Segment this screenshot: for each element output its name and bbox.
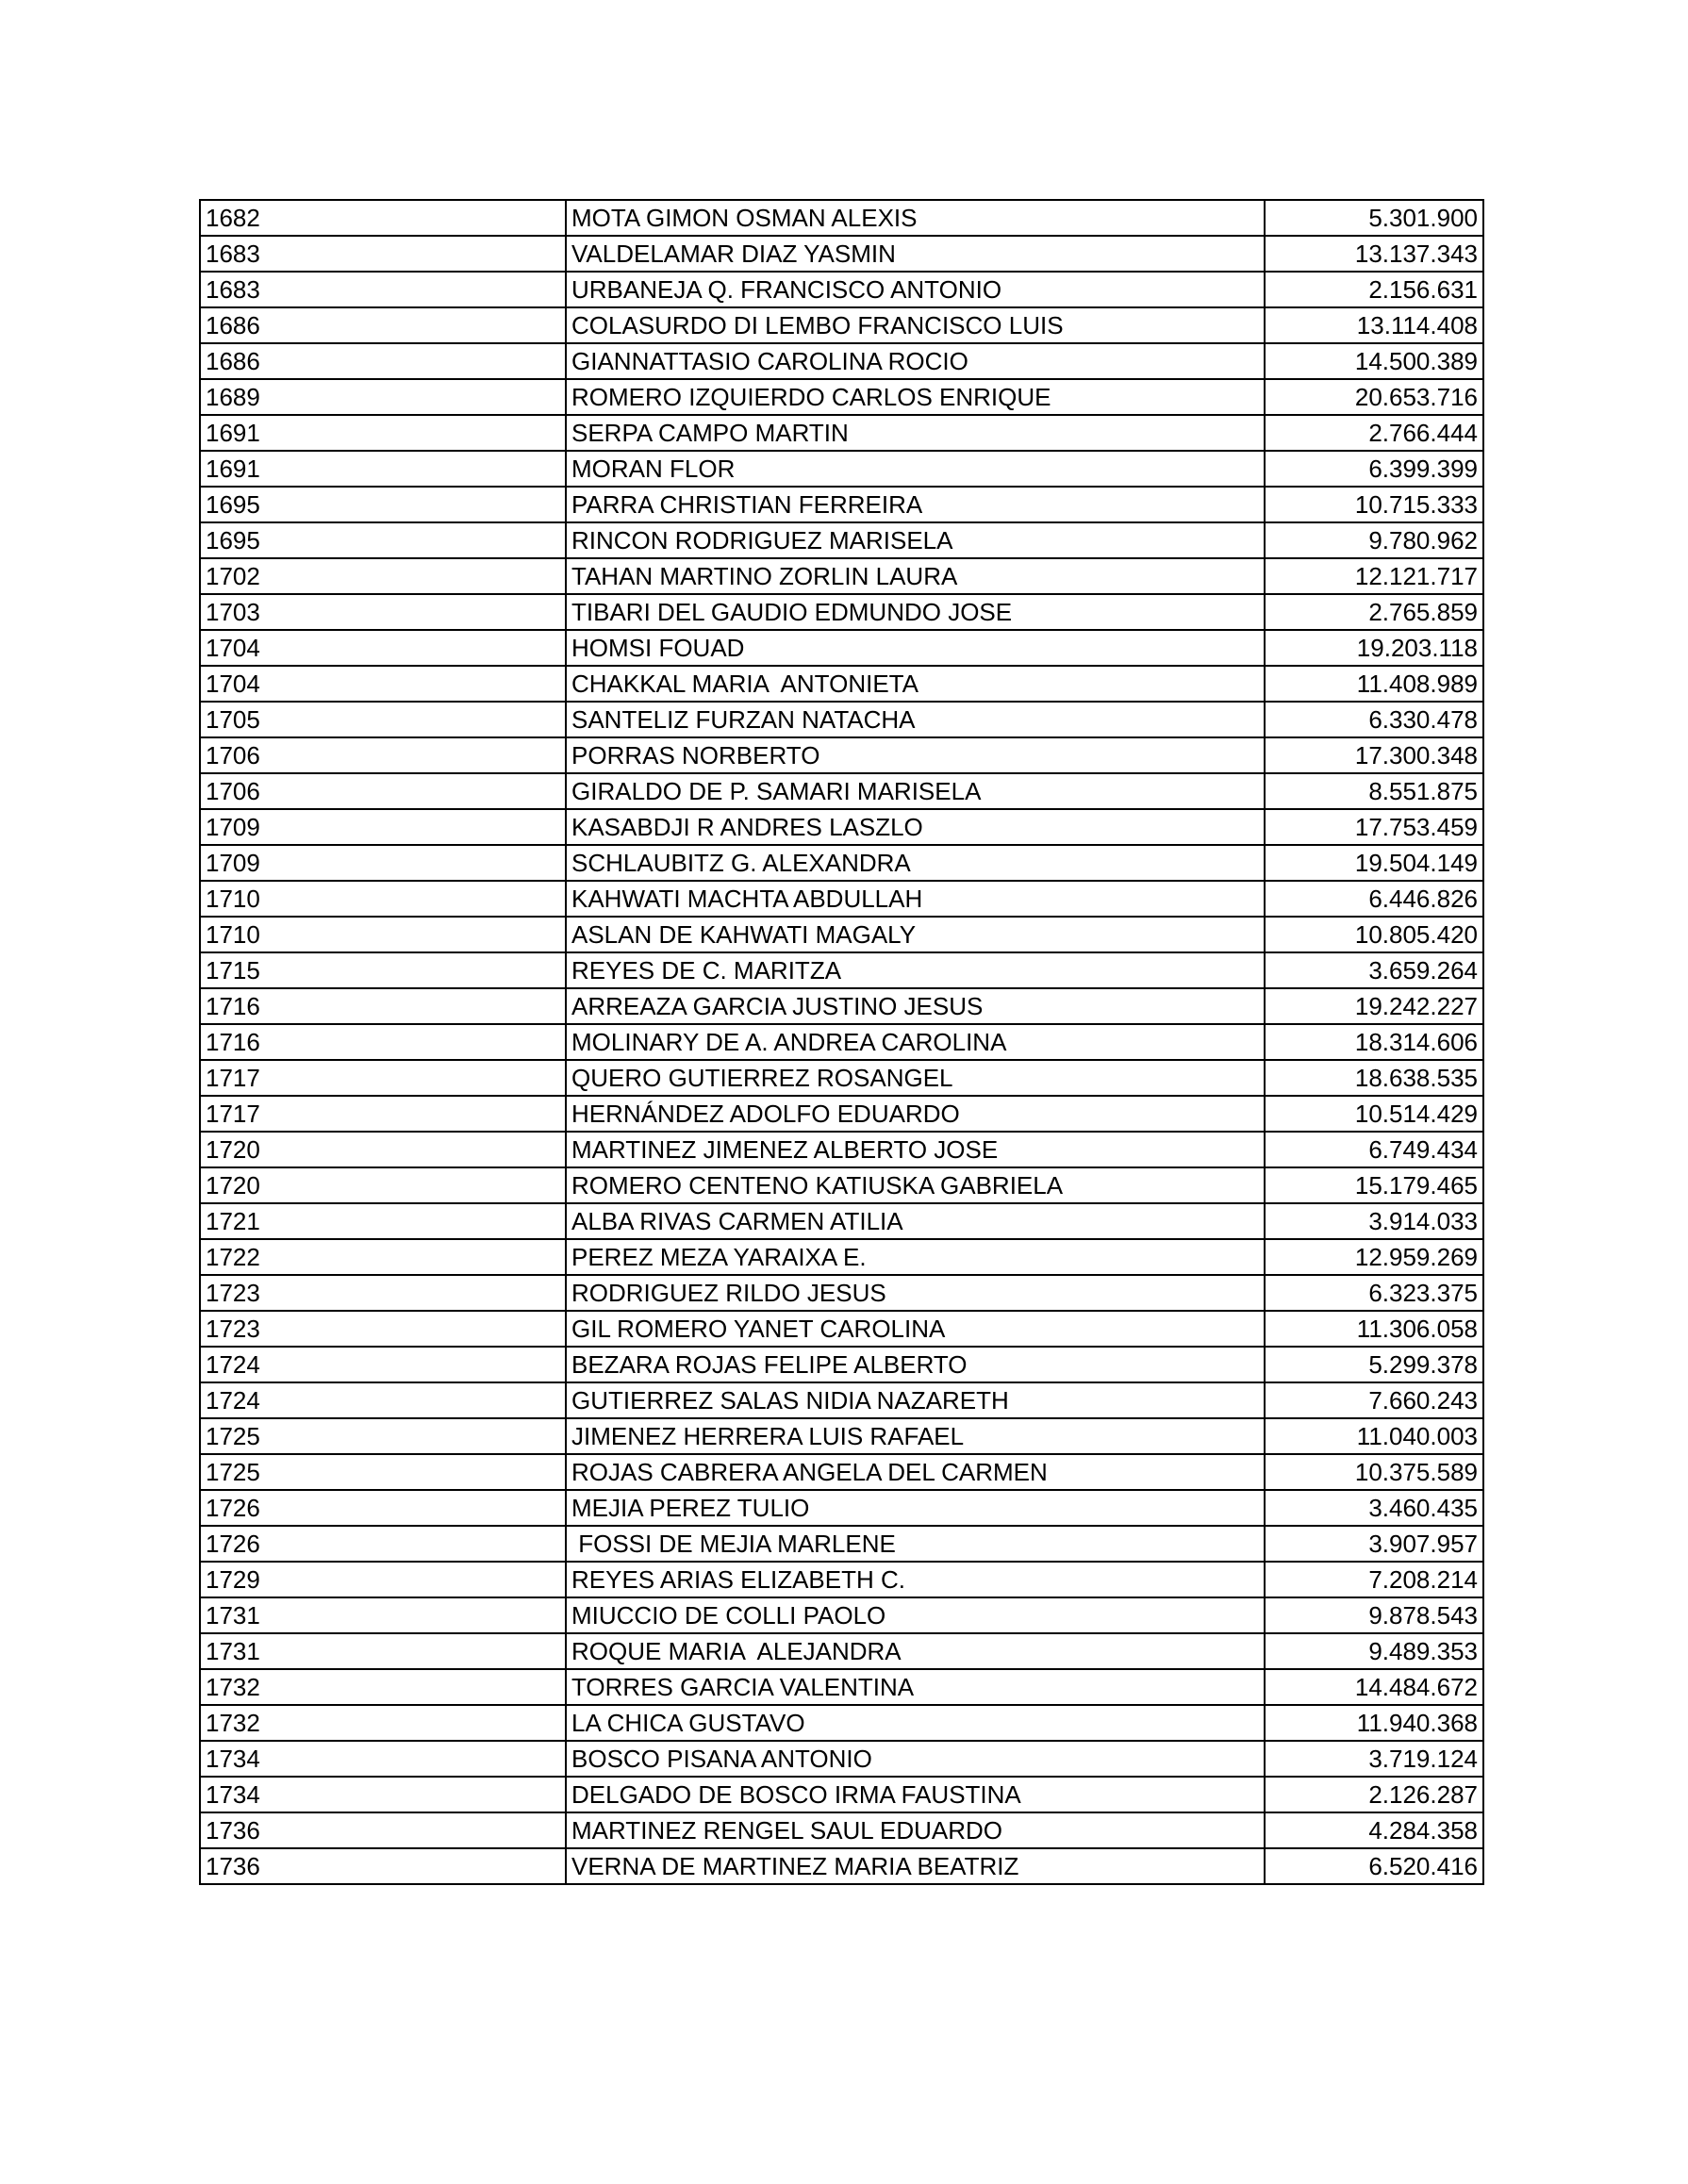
name-cell: QUERO GUTIERREZ ROSANGEL xyxy=(566,1060,1265,1096)
code-cell: 1722 xyxy=(200,1239,566,1275)
table-row xyxy=(200,236,1483,272)
name-cell: BOSCO PISANA ANTONIO xyxy=(566,1741,1265,1777)
code-cell: 1732 xyxy=(200,1669,566,1705)
code-cell: 1705 xyxy=(200,702,566,737)
code-cell: 1736 xyxy=(200,1848,566,1884)
code-cell: 1724 xyxy=(200,1382,566,1418)
table-row xyxy=(200,1024,1483,1060)
name-cell: ALBA RIVAS CARMEN ATILIA xyxy=(566,1203,1265,1239)
name-cell: TAHAN MARTINO ZORLIN LAURA xyxy=(566,558,1265,594)
name-cell: MEJIA PEREZ TULIO xyxy=(566,1490,1265,1526)
name-cell: PORRAS NORBERTO xyxy=(566,737,1265,773)
code-cell: 1710 xyxy=(200,917,566,952)
code-cell: 1720 xyxy=(200,1132,566,1167)
records-table xyxy=(199,199,1484,1885)
table-row xyxy=(200,737,1483,773)
table-row xyxy=(200,702,1483,737)
table-row xyxy=(200,1418,1483,1454)
table-row xyxy=(200,415,1483,451)
amount-cell: 11.940.368 xyxy=(1265,1705,1483,1741)
amount-cell: 3.460.435 xyxy=(1265,1490,1483,1526)
table-row xyxy=(200,1382,1483,1418)
name-cell: VALDELAMAR DIAZ YASMIN xyxy=(566,236,1265,272)
table-row xyxy=(200,343,1483,379)
amount-cell: 3.907.957 xyxy=(1265,1526,1483,1562)
amount-cell: 10.715.333 xyxy=(1265,487,1483,522)
amount-cell: 11.306.058 xyxy=(1265,1311,1483,1347)
code-cell: 1709 xyxy=(200,845,566,881)
code-cell: 1731 xyxy=(200,1597,566,1633)
code-cell: 1682 xyxy=(200,200,566,236)
code-cell: 1695 xyxy=(200,522,566,558)
code-cell: 1716 xyxy=(200,988,566,1024)
table-row xyxy=(200,1203,1483,1239)
amount-cell: 19.242.227 xyxy=(1265,988,1483,1024)
name-cell: SANTELIZ FURZAN NATACHA xyxy=(566,702,1265,737)
amount-cell: 18.638.535 xyxy=(1265,1060,1483,1096)
name-cell: PARRA CHRISTIAN FERREIRA xyxy=(566,487,1265,522)
table-row xyxy=(200,1311,1483,1347)
code-cell: 1725 xyxy=(200,1454,566,1490)
table-row xyxy=(200,1347,1483,1382)
name-cell: MORAN FLOR xyxy=(566,451,1265,487)
name-cell: LA CHICA GUSTAVO xyxy=(566,1705,1265,1741)
name-cell: DELGADO DE BOSCO IRMA FAUSTINA xyxy=(566,1777,1265,1812)
code-cell: 1686 xyxy=(200,343,566,379)
code-cell: 1704 xyxy=(200,630,566,666)
amount-cell: 6.446.826 xyxy=(1265,881,1483,917)
amount-cell: 6.330.478 xyxy=(1265,702,1483,737)
amount-cell: 2.765.859 xyxy=(1265,594,1483,630)
name-cell: HOMSI FOUAD xyxy=(566,630,1265,666)
table-row xyxy=(200,451,1483,487)
table-row xyxy=(200,1060,1483,1096)
table-row xyxy=(200,1132,1483,1167)
amount-cell: 5.301.900 xyxy=(1265,200,1483,236)
code-cell: 1717 xyxy=(200,1096,566,1132)
table-row xyxy=(200,1275,1483,1311)
name-cell: REYES DE C. MARITZA xyxy=(566,952,1265,988)
code-cell: 1732 xyxy=(200,1705,566,1741)
table-row xyxy=(200,1490,1483,1526)
name-cell: SERPA CAMPO MARTIN xyxy=(566,415,1265,451)
code-cell: 1706 xyxy=(200,737,566,773)
code-cell: 1734 xyxy=(200,1777,566,1812)
name-cell: TORRES GARCIA VALENTINA xyxy=(566,1669,1265,1705)
code-cell: 1706 xyxy=(200,773,566,809)
table-row xyxy=(200,1597,1483,1633)
amount-cell: 3.719.124 xyxy=(1265,1741,1483,1777)
code-cell: 1723 xyxy=(200,1275,566,1311)
table-row xyxy=(200,558,1483,594)
amount-cell: 12.121.717 xyxy=(1265,558,1483,594)
code-cell: 1689 xyxy=(200,379,566,415)
table-row xyxy=(200,881,1483,917)
amount-cell: 17.300.348 xyxy=(1265,737,1483,773)
amount-cell: 5.299.378 xyxy=(1265,1347,1483,1382)
name-cell: COLASURDO DI LEMBO FRANCISCO LUIS xyxy=(566,307,1265,343)
code-cell: 1725 xyxy=(200,1418,566,1454)
amount-cell: 6.399.399 xyxy=(1265,451,1483,487)
code-cell: 1709 xyxy=(200,809,566,845)
amount-cell: 12.959.269 xyxy=(1265,1239,1483,1275)
amount-cell: 11.408.989 xyxy=(1265,666,1483,702)
table-row xyxy=(200,773,1483,809)
table-row xyxy=(200,272,1483,307)
records-body xyxy=(200,200,1483,1884)
name-cell: HERNÁNDEZ ADOLFO EDUARDO xyxy=(566,1096,1265,1132)
table-row xyxy=(200,1777,1483,1812)
name-cell: TIBARI DEL GAUDIO EDMUNDO JOSE xyxy=(566,594,1265,630)
name-cell: ARREAZA GARCIA JUSTINO JESUS xyxy=(566,988,1265,1024)
name-cell: KASABDJI R ANDRES LASZLO xyxy=(566,809,1265,845)
amount-cell: 14.484.672 xyxy=(1265,1669,1483,1705)
name-cell: MOLINARY DE A. ANDREA CAROLINA xyxy=(566,1024,1265,1060)
table-row xyxy=(200,200,1483,236)
name-cell: ASLAN DE KAHWATI MAGALY xyxy=(566,917,1265,952)
amount-cell: 7.208.214 xyxy=(1265,1562,1483,1597)
amount-cell: 2.766.444 xyxy=(1265,415,1483,451)
amount-cell: 13.114.408 xyxy=(1265,307,1483,343)
table-row xyxy=(200,1741,1483,1777)
code-cell: 1691 xyxy=(200,451,566,487)
amount-cell: 2.156.631 xyxy=(1265,272,1483,307)
amount-cell: 15.179.465 xyxy=(1265,1167,1483,1203)
code-cell: 1729 xyxy=(200,1562,566,1597)
table-row xyxy=(200,522,1483,558)
amount-cell: 18.314.606 xyxy=(1265,1024,1483,1060)
name-cell: PEREZ MEZA YARAIXA E. xyxy=(566,1239,1265,1275)
amount-cell: 11.040.003 xyxy=(1265,1418,1483,1454)
name-cell: KAHWATI MACHTA ABDULLAH xyxy=(566,881,1265,917)
table-row xyxy=(200,845,1483,881)
amount-cell: 14.500.389 xyxy=(1265,343,1483,379)
amount-cell: 7.660.243 xyxy=(1265,1382,1483,1418)
code-cell: 1721 xyxy=(200,1203,566,1239)
code-cell: 1736 xyxy=(200,1812,566,1848)
table-row xyxy=(200,1096,1483,1132)
code-cell: 1686 xyxy=(200,307,566,343)
name-cell: GIRALDO DE P. SAMARI MARISELA xyxy=(566,773,1265,809)
name-cell: GUTIERREZ SALAS NIDIA NAZARETH xyxy=(566,1382,1265,1418)
name-cell: GIL ROMERO YANET CAROLINA xyxy=(566,1311,1265,1347)
name-cell: RODRIGUEZ RILDO JESUS xyxy=(566,1275,1265,1311)
code-cell: 1716 xyxy=(200,1024,566,1060)
amount-cell: 6.520.416 xyxy=(1265,1848,1483,1884)
name-cell: CHAKKAL MARIA ANTONIETA xyxy=(566,666,1265,702)
amount-cell: 20.653.716 xyxy=(1265,379,1483,415)
name-cell: GIANNATTASIO CAROLINA ROCIO xyxy=(566,343,1265,379)
name-cell: MARTINEZ RENGEL SAUL EDUARDO xyxy=(566,1812,1265,1848)
amount-cell: 9.878.543 xyxy=(1265,1597,1483,1633)
code-cell: 1717 xyxy=(200,1060,566,1096)
name-cell: JIMENEZ HERRERA LUIS RAFAEL xyxy=(566,1418,1265,1454)
table-row xyxy=(200,1239,1483,1275)
table-row xyxy=(200,1454,1483,1490)
amount-cell: 3.659.264 xyxy=(1265,952,1483,988)
code-cell: 1691 xyxy=(200,415,566,451)
table-row xyxy=(200,1669,1483,1705)
name-cell: ROJAS CABRERA ANGELA DEL CARMEN xyxy=(566,1454,1265,1490)
amount-cell: 6.749.434 xyxy=(1265,1132,1483,1167)
amount-cell: 9.780.962 xyxy=(1265,522,1483,558)
name-cell: MARTINEZ JIMENEZ ALBERTO JOSE xyxy=(566,1132,1265,1167)
table-row xyxy=(200,1562,1483,1597)
code-cell: 1703 xyxy=(200,594,566,630)
amount-cell: 19.504.149 xyxy=(1265,845,1483,881)
table-row xyxy=(200,1705,1483,1741)
amount-cell: 8.551.875 xyxy=(1265,773,1483,809)
code-cell: 1724 xyxy=(200,1347,566,1382)
code-cell: 1683 xyxy=(200,272,566,307)
amount-cell: 6.323.375 xyxy=(1265,1275,1483,1311)
table-row xyxy=(200,917,1483,952)
name-cell: ROQUE MARIA ALEJANDRA xyxy=(566,1633,1265,1669)
table-row xyxy=(200,952,1483,988)
amount-cell: 10.514.429 xyxy=(1265,1096,1483,1132)
table-row xyxy=(200,1526,1483,1562)
table-row xyxy=(200,988,1483,1024)
code-cell: 1715 xyxy=(200,952,566,988)
name-cell: BEZARA ROJAS FELIPE ALBERTO xyxy=(566,1347,1265,1382)
amount-cell: 19.203.118 xyxy=(1265,630,1483,666)
name-cell: ROMERO IZQUIERDO CARLOS ENRIQUE xyxy=(566,379,1265,415)
amount-cell: 2.126.287 xyxy=(1265,1777,1483,1812)
code-cell: 1726 xyxy=(200,1490,566,1526)
table-row xyxy=(200,1848,1483,1884)
amount-cell: 10.375.589 xyxy=(1265,1454,1483,1490)
code-cell: 1723 xyxy=(200,1311,566,1347)
table-row xyxy=(200,1633,1483,1669)
code-cell: 1695 xyxy=(200,487,566,522)
amount-cell: 10.805.420 xyxy=(1265,917,1483,952)
code-cell: 1734 xyxy=(200,1741,566,1777)
code-cell: 1683 xyxy=(200,236,566,272)
code-cell: 1731 xyxy=(200,1633,566,1669)
table-row xyxy=(200,307,1483,343)
code-cell: 1720 xyxy=(200,1167,566,1203)
name-cell: MIUCCIO DE COLLI PAOLO xyxy=(566,1597,1265,1633)
name-cell: MOTA GIMON OSMAN ALEXIS xyxy=(566,200,1265,236)
name-cell: ROMERO CENTENO KATIUSKA GABRIELA xyxy=(566,1167,1265,1203)
table-row xyxy=(200,487,1483,522)
table-row xyxy=(200,379,1483,415)
code-cell: 1702 xyxy=(200,558,566,594)
name-cell: FOSSI DE MEJIA MARLENE xyxy=(566,1526,1265,1562)
amount-cell: 4.284.358 xyxy=(1265,1812,1483,1848)
name-cell: RINCON RODRIGUEZ MARISELA xyxy=(566,522,1265,558)
table-row xyxy=(200,594,1483,630)
amount-cell: 3.914.033 xyxy=(1265,1203,1483,1239)
table-row xyxy=(200,666,1483,702)
amount-cell: 9.489.353 xyxy=(1265,1633,1483,1669)
name-cell: REYES ARIAS ELIZABETH C. xyxy=(566,1562,1265,1597)
table-row xyxy=(200,1167,1483,1203)
name-cell: URBANEJA Q. FRANCISCO ANTONIO xyxy=(566,272,1265,307)
table-row xyxy=(200,1812,1483,1848)
code-cell: 1710 xyxy=(200,881,566,917)
code-cell: 1704 xyxy=(200,666,566,702)
name-cell: VERNA DE MARTINEZ MARIA BEATRIZ xyxy=(566,1848,1265,1884)
amount-cell: 13.137.343 xyxy=(1265,236,1483,272)
table-row xyxy=(200,809,1483,845)
amount-cell: 17.753.459 xyxy=(1265,809,1483,845)
table-row xyxy=(200,630,1483,666)
name-cell: SCHLAUBITZ G. ALEXANDRA xyxy=(566,845,1265,881)
code-cell: 1726 xyxy=(200,1526,566,1562)
